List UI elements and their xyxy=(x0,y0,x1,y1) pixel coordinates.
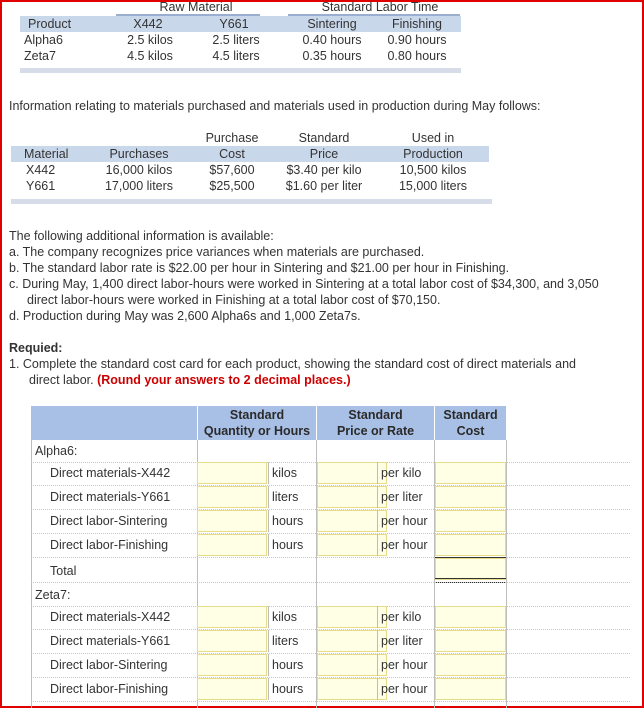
alpha-rate-unit: per hour xyxy=(377,534,434,556)
zeta-qty-unit: hours xyxy=(268,678,312,700)
required-heading: Requied: xyxy=(9,341,63,355)
zeta-rate-unit: per kilo xyxy=(377,606,434,628)
t1-row2-finishing: 0.80 hours xyxy=(387,49,447,63)
header-price-1: Standard xyxy=(348,408,403,422)
t1-row2-product: Zeta7 xyxy=(24,49,56,63)
t2-row1-purchases: 16,000 kilos xyxy=(105,163,173,177)
t2-header-top-used: Used in xyxy=(411,131,455,145)
t2-row1-cost: $57,600 xyxy=(209,163,255,177)
alpha-row-label: Direct materials-X442 xyxy=(50,466,171,480)
required-q1-line1: 1. Complete the standard cost card for each product, showing the standard cost of direct materials and xyxy=(9,357,576,371)
t2-header-top-purchase: Purchase xyxy=(205,131,259,145)
header-qty-2: Quantity or Hours xyxy=(203,424,311,438)
alpha-qty-input[interactable] xyxy=(197,462,267,484)
t2-row1-material: X442 xyxy=(26,163,56,177)
zeta-row-label: Direct materials-X442 xyxy=(50,610,171,624)
alpha-row-label: Direct labor-Sintering xyxy=(50,514,168,528)
alpha-row-label: Direct labor-Finishing xyxy=(50,538,169,552)
additional-d: d. Production during May was 2,600 Alpha6s and 1,000 Zeta7s. xyxy=(9,309,361,323)
alpha-qty-input[interactable] xyxy=(197,534,267,556)
t2-header-price: Price xyxy=(309,147,339,161)
alpha-rate-unit: per kilo xyxy=(377,462,434,484)
alpha-total-input[interactable] xyxy=(435,558,506,580)
t1-row2-y661: 4.5 liters xyxy=(212,49,260,63)
zeta-qty-input[interactable] xyxy=(197,654,267,676)
additional-c1: c. During May, 1,400 direct labor-hours were worked in Sintering at a total labor cost of $34,300, and 3,050 xyxy=(9,277,599,291)
zeta-cost-input[interactable] xyxy=(435,678,506,700)
zeta-qty-input[interactable] xyxy=(197,606,267,628)
t2-row2-purchases: 17,000 liters xyxy=(104,179,174,193)
t1-row2-sintering: 0.35 hours xyxy=(302,49,362,63)
zeta-row-label: Direct labor-Sintering xyxy=(50,658,168,672)
zeta-rate-unit: per liter xyxy=(377,630,434,652)
zeta-cost-input[interactable] xyxy=(435,654,506,676)
header-qty-1: Standard xyxy=(229,408,285,422)
t1-header-x442: X442 xyxy=(133,17,163,31)
zeta-rate-unit: per hour xyxy=(377,654,434,676)
zeta-cost-input[interactable] xyxy=(435,606,506,628)
t1-header-finishing: Finishing xyxy=(391,17,443,31)
round-note: (Round your answers to 2 decimal places.) xyxy=(97,373,351,387)
zeta-cost-input[interactable] xyxy=(435,630,506,652)
additional-c2: direct labor-hours were worked in Finishing at a total labor cost of $70,150. xyxy=(27,293,441,307)
group-header-labor-time: Standard Labor Time xyxy=(321,0,439,14)
alpha-qty-unit: hours xyxy=(268,510,312,532)
t1-header-y661: Y661 xyxy=(219,17,249,31)
zeta-rate-unit: per hour xyxy=(377,678,434,700)
t2-header-production: Production xyxy=(403,147,463,161)
t2-row1-price: $3.40 per kilo xyxy=(286,163,362,177)
t1-row1-finishing: 0.90 hours xyxy=(387,33,447,47)
intro-text: Information relating to materials purchased and materials used in production during May follows: xyxy=(9,99,541,113)
t2-header-material: Material xyxy=(24,147,69,161)
zeta-row-label: Direct labor-Finishing xyxy=(50,682,169,696)
t2-header-purchases: Purchases xyxy=(109,147,169,161)
t2-row2-cost: $25,500 xyxy=(209,179,255,193)
group-header-raw-material: Raw Material xyxy=(159,0,233,14)
zeta-qty-unit: hours xyxy=(268,654,312,676)
alpha-qty-unit: kilos xyxy=(268,462,312,484)
zeta-qty-input[interactable] xyxy=(197,678,267,700)
alpha-qty-unit: liters xyxy=(268,486,312,508)
alpha-label: Alpha6: xyxy=(35,444,78,458)
t2-row2-price: $1.60 per liter xyxy=(285,179,363,193)
t2-row1-production: 10,500 kilos xyxy=(399,163,467,177)
t1-row1-x442: 2.5 kilos xyxy=(127,33,173,47)
alpha-qty-input[interactable] xyxy=(197,486,267,508)
header-cost-1: Standard xyxy=(443,408,498,422)
zeta-qty-unit: kilos xyxy=(268,606,312,628)
header-price-2: Price or Rate xyxy=(336,424,415,438)
t2-row2-material: Y661 xyxy=(26,179,56,193)
t2-header-top-standard: Standard xyxy=(298,131,350,145)
t2-header-cost: Cost xyxy=(219,147,245,161)
alpha-cost-input[interactable] xyxy=(435,534,506,556)
zeta-label: Zeta7: xyxy=(35,588,71,602)
alpha-cost-input[interactable] xyxy=(435,510,506,532)
zeta-row-label: Direct materials-Y661 xyxy=(50,634,171,648)
t1-row1-y661: 2.5 liters xyxy=(212,33,260,47)
t1-header-sintering: Sintering xyxy=(307,17,357,31)
total-rule-top xyxy=(435,557,506,558)
t2-row2-production: 15,000 liters xyxy=(398,179,468,193)
alpha-cost-input[interactable] xyxy=(435,462,506,484)
additional-b: b. The standard labor rate is $22.00 per hour in Sintering and $21.00 per hour in Finishing. xyxy=(9,261,510,275)
alpha-rate-unit: per liter xyxy=(377,486,434,508)
t1-row2-x442: 4.5 kilos xyxy=(127,49,173,63)
alpha-rate-unit: per hour xyxy=(377,510,434,532)
alpha-row-label: Direct materials-Y661 xyxy=(50,490,171,504)
t1-row1-sintering: 0.40 hours xyxy=(302,33,362,47)
additional-lead: The following additional information is available: xyxy=(9,229,274,243)
header-cost-2: Cost xyxy=(456,424,485,438)
alpha-cost-input[interactable] xyxy=(435,486,506,508)
total-label: Total xyxy=(50,564,77,578)
t1-row1-product: Alpha6 xyxy=(24,33,63,47)
alpha-qty-input[interactable] xyxy=(197,510,267,532)
required-q1-text: direct labor. xyxy=(29,373,94,387)
zeta-qty-unit: liters xyxy=(268,630,312,652)
zeta-qty-input[interactable] xyxy=(197,630,267,652)
alpha-qty-unit: hours xyxy=(268,534,312,556)
additional-a: a. The company recognizes price variances when materials are purchased. xyxy=(9,245,425,259)
t1-header-product: Product xyxy=(28,17,72,31)
required-q1-line2 xyxy=(29,373,351,387)
